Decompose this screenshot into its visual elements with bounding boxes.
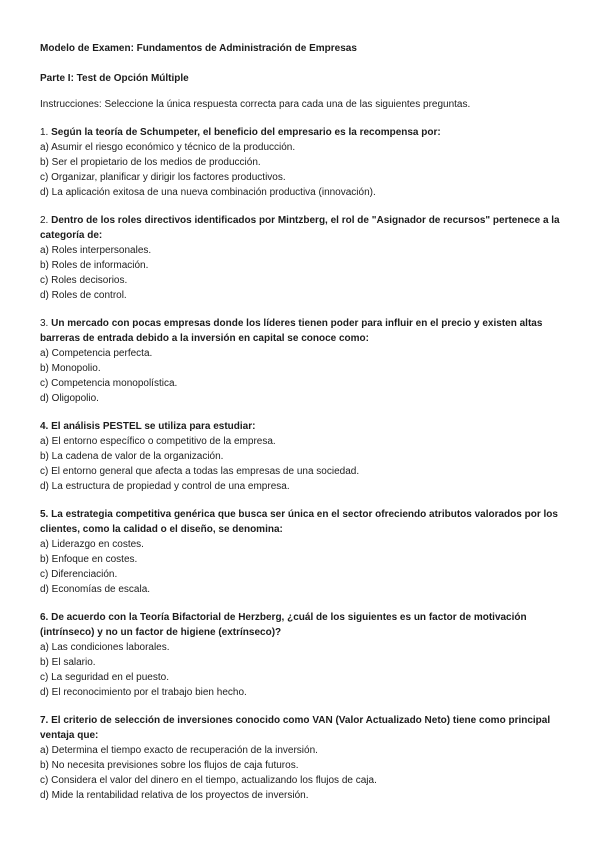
question-number: 4. xyxy=(40,421,49,432)
question-number: 1. xyxy=(40,127,49,138)
question-block-3 xyxy=(40,316,560,406)
question-text: El análisis PESTEL se utiliza para estudiar: xyxy=(51,421,256,432)
option-c: c) El entorno general que afecta a todas las empresas de una sociedad. xyxy=(40,466,360,477)
option-d: d) Oligopolio. xyxy=(40,393,99,404)
document-title: Modelo de Examen: Fundamentos de Administración de Empresas xyxy=(40,43,357,54)
section-title: Parte I: Test de Opción Múltiple xyxy=(40,73,189,84)
question-heading xyxy=(40,507,560,537)
question-number: 3. xyxy=(40,318,49,329)
option-d: d) Economías de escala. xyxy=(40,584,151,595)
question-heading xyxy=(40,316,560,346)
option-c: c) Considera el valor del dinero en el tiempo, actualizando los flujos de caja. xyxy=(40,775,377,786)
question-block-7 xyxy=(40,713,560,803)
question-number: 5. xyxy=(40,509,49,520)
question-text: Dentro de los roles directivos identificados por Mintzberg, el rol de "Asignador de recursos" pertenece a la categoría de: xyxy=(40,215,560,241)
option-c: c) Competencia monopolística. xyxy=(40,378,178,389)
question-heading xyxy=(40,713,560,743)
question-heading xyxy=(40,213,560,243)
option-b: b) La cadena de valor de la organización. xyxy=(40,451,224,462)
option-d: d) Mide la rentabilidad relativa de los proyectos de inversión. xyxy=(40,790,309,801)
option-c: c) Organizar, planificar y dirigir los factores productivos. xyxy=(40,172,286,183)
question-heading xyxy=(40,610,560,640)
option-b: b) El salario. xyxy=(40,657,96,668)
option-d: d) El reconocimiento por el trabajo bien hecho. xyxy=(40,687,247,698)
question-block-6 xyxy=(40,610,560,700)
question-block-5 xyxy=(40,507,560,597)
option-b: b) No necesita previsiones sobre los flujos de caja futuros. xyxy=(40,760,299,771)
option-d: d) La estructura de propiedad y control de una empresa. xyxy=(40,481,290,492)
question-text: La estrategia competitiva genérica que busca ser única en el sector ofreciendo atributos valorados por los clientes, como la calidad o el diseño, se denomina: xyxy=(40,509,558,535)
option-a: a) Asumir el riesgo económico y técnico de la producción. xyxy=(40,142,296,153)
option-b: b) Enfoque en costes. xyxy=(40,554,138,565)
question-number: 7. xyxy=(40,715,49,726)
option-a: a) Roles interpersonales. xyxy=(40,245,152,256)
option-c: c) Roles decisorios. xyxy=(40,275,128,286)
option-b: b) Roles de información. xyxy=(40,260,149,271)
question-text: El criterio de selección de inversiones conocido como VAN (Valor Actualizado Neto) tiene como principal ventaja que: xyxy=(40,715,551,741)
option-a: a) Determina el tiempo exacto de recuperación de la inversión. xyxy=(40,745,318,756)
instructions-text: Instrucciones: Seleccione la única respuesta correcta para cada una de las siguientes preguntas. xyxy=(40,99,471,110)
option-b: b) Ser el propietario de los medios de producción. xyxy=(40,157,261,168)
question-text: Un mercado con pocas empresas donde los líderes tienen poder para influir en el precio y existen altas barreras de entrada debido a la inversión en capital se conoce como: xyxy=(40,318,543,344)
question-heading xyxy=(40,419,560,434)
question-heading xyxy=(40,125,560,140)
question-number: 2. xyxy=(40,215,49,226)
question-block-1 xyxy=(40,125,560,200)
option-c: c) La seguridad en el puesto. xyxy=(40,672,169,683)
option-a: a) El entorno específico o competitivo de la empresa. xyxy=(40,436,276,447)
question-text: Según la teoría de Schumpeter, el beneficio del empresario es la recompensa por: xyxy=(51,127,441,138)
option-a: a) Las condiciones laborales. xyxy=(40,642,170,653)
option-d: d) Roles de control. xyxy=(40,290,127,301)
option-a: a) Liderazgo en costes. xyxy=(40,539,144,550)
question-number: 6. xyxy=(40,612,49,623)
option-d: d) La aplicación exitosa de una nueva combinación productiva (innovación). xyxy=(40,187,376,198)
option-c: c) Diferenciación. xyxy=(40,569,118,580)
question-text: De acuerdo con la Teoría Bifactorial de Herzberg, ¿cuál de los siguientes es un factor de motivación (intrínseco) y no un factor de higiene (extrínseco)? xyxy=(40,612,527,638)
option-b: b) Monopolio. xyxy=(40,363,101,374)
question-block-4 xyxy=(40,419,560,494)
question-block-2 xyxy=(40,213,560,303)
option-a: a) Competencia perfecta. xyxy=(40,348,153,359)
